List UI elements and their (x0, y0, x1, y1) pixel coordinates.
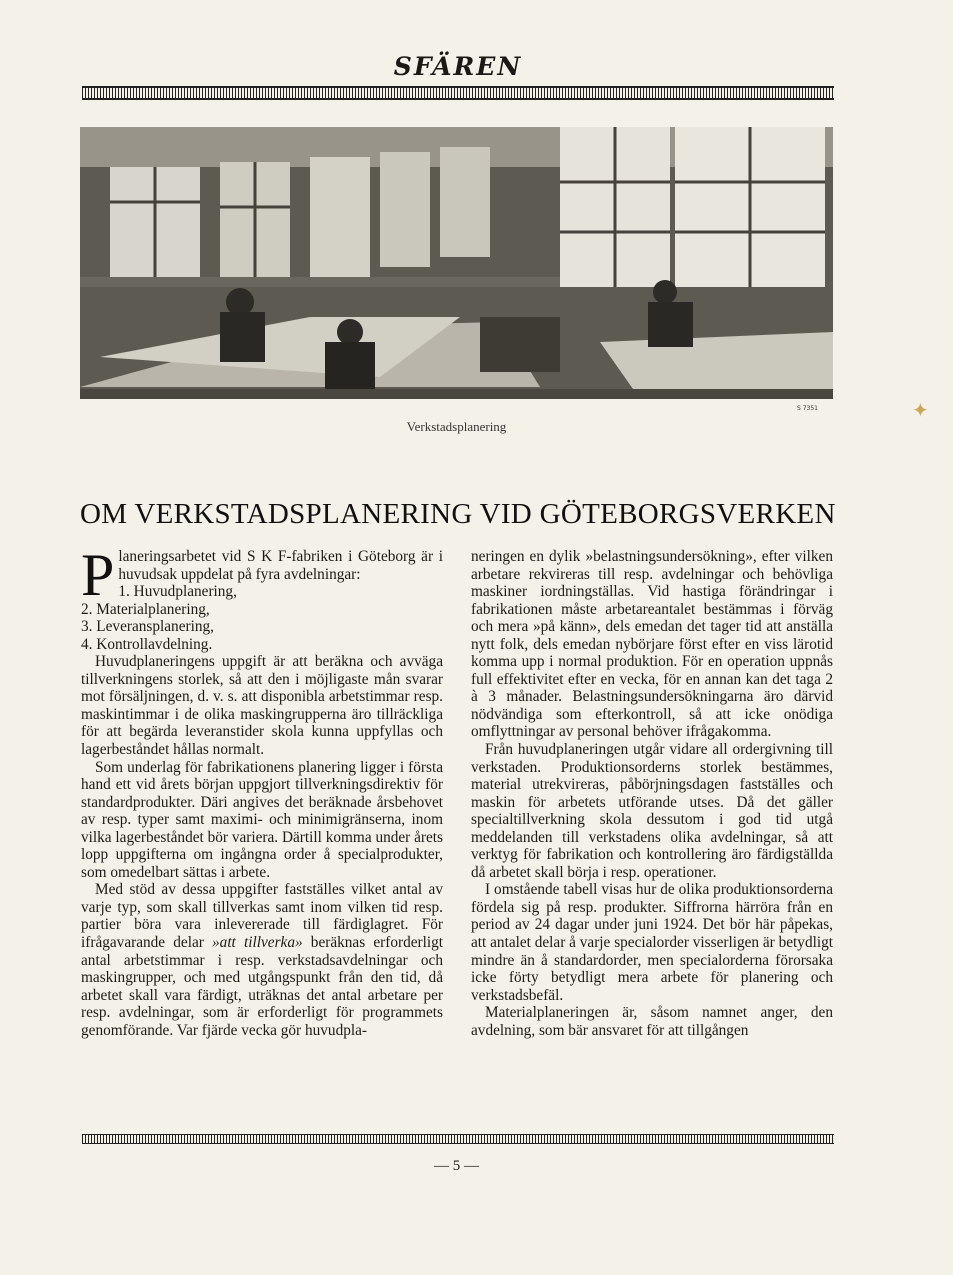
page-number: — 5 — (434, 1158, 479, 1174)
paper-stain: ✦ (912, 400, 929, 422)
left-column (81, 542, 443, 1039)
paragraph: Som underlag för fabrikationens planering ligger i första hand ett vid årets början uppgjort tillverkningsdirektiv för standardprodukter. Däri angives det beräknade årsbehovet av resp. typer samt maximi- och minimigränserna, inom vilka lagerbeståndet bör variera. Därtill komma under årets lopp uppgifterna om ingångna order å specialprodukter, som omedelbart sättas i arbete. (81, 758, 443, 881)
photo-illustration (80, 127, 833, 399)
photo-caption: Verkstadsplanering (406, 419, 507, 434)
paragraph: Huvudplaneringens uppgift är att beräkna och avväga tillverkningens storlek, så att den i möjligaste mån svarar mot försäljningen, d. v. s. att disponibla arbetstimmar resp. maskintimmar i de olika maskingrupperna äro tillräckliga för att begärda leveranstider skola kunna uppfyllas och lagerbeståndet hållas normalt. (81, 653, 443, 759)
office-photograph (80, 127, 833, 399)
footer-rule (82, 1134, 834, 1144)
paragraph: Materialplaneringen är, såsom namnet anger, den avdelning, som bär ansvaret för att tillgången (471, 1004, 833, 1039)
masthead: SFÄREN (393, 52, 523, 81)
drop-cap: P (81, 542, 115, 608)
paragraph: neringen en dylik »belastningsundersökning», efter vilken arbetare rekvireras till resp. avdelningar och behövliga maskiner iordningställas. Vid hastiga förändringar i fabrikationen måste arbetareantalet bestämmas i förväg och mera »på känn», dels emedan det tager tid att anställa nytt folk, dels emedan nybörjare först efter en viss lärotid komma upp i normal produktion. För en operation uppnås full effektivitet efter en vecka, för en annan kan det taga 2 à 3 månader. Belastningsundersökningarna äro därvid nödvändiga som efterkontroll, så att icke onödiga omflyttningar av personal behöver ifrågakomma. (471, 548, 833, 741)
photo-code: S 7351 (797, 405, 818, 412)
paragraph: Med stöd av dessa uppgifter fastställes vilket antal av varje typ, som skall tillverkas samt inom vilken tid resp. partier böra vara inlevererade till färdiglagret. För ifrågavarande delar »att tillverka» beräknas erforderligt antal arbetstimmar i resp. verkstadsavdelningar och maskingrupper, och med utgångspunkt från den tid, då arbetet skall vara färdigt, uträknas det antal arbetare per resp. avdelningar, som är erforderligt för programmets genomförande. Var fjärde vecka gör huvudpla- (81, 881, 443, 1039)
header-rule (82, 86, 834, 100)
paragraph: Planeringsarbetet vid S K F-fabriken i Göteborg är i huvudsak uppdelat på fyra avdelningar: (81, 542, 443, 608)
paragraph: I omstående tabell visas hur de olika produktionsorderna fördela sig på resp. produkter. Siffrorna härröra från en period av 24 dagar under juni 1924. Det bör här påpekas, att antalet delar å varje specialorder visserligen är betydligt mindre än å standardorder, men specialorderna förorsaka icke förty betydligt mera arbete för planering och verkstadsbefäl. (471, 881, 833, 1004)
list-item: 3. Leveransplanering, (81, 618, 214, 636)
emphasis: »att tillverka» (212, 934, 303, 952)
list-item: 2. Materialplanering, (81, 600, 210, 618)
right-column (471, 548, 833, 1039)
list-item: 1. Huvudplanering, (118, 583, 237, 601)
paragraph: Från huvudplaneringen utgår vidare all ordergivning till verkstaden. Produktionsorderns storlek bestämmes, material utrekvireras, påbörjningsdagen fastställes och maskin för arbetets utförande utses. Då det gäller specialtillverkning skola dessutom i god tid utgå meddelanden till verkstadens olika avdelningar, så att verktyg för fabrikation och kontrollering äro färdigställda då arbetet skall börja i resp. operationer. (471, 741, 833, 881)
list-item: 4. Kontrollavdelning. (81, 635, 213, 653)
article-title: OM VERKSTADSPLANERING VID GÖTEBORGSVERKEN (80, 498, 836, 530)
